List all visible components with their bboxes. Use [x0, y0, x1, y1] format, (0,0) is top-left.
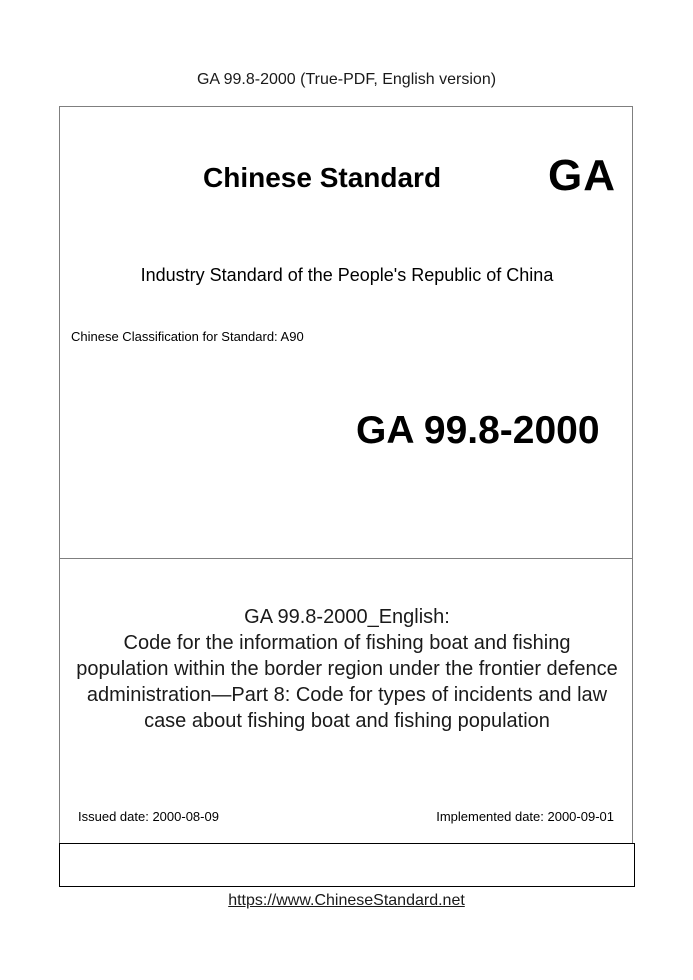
- document-title-line: GA 99.8-2000_English:: [244, 606, 450, 628]
- classification-label: Chinese Classification for Standard: A90: [71, 329, 304, 344]
- cover-subtitle: Industry Standard of the People's Republic of China: [140, 265, 554, 285]
- bottom-empty-box: [59, 843, 635, 887]
- cover-title: Chinese Standard: [203, 162, 442, 193]
- implemented-date: Implemented date: 2000-09-01: [436, 809, 614, 824]
- issued-date: Issued date: 2000-08-09: [78, 809, 219, 824]
- document-title: [60, 604, 634, 734]
- website-link[interactable]: https://www.ChineseStandard.net: [228, 892, 465, 909]
- cover-top-panel: [59, 106, 633, 559]
- document-title-line: case about fishing boat and fishing population: [144, 710, 550, 732]
- standard-code-badge: GA: [548, 151, 616, 200]
- document-title-line: Code for the information of fishing boat and fishing: [123, 632, 571, 654]
- document-title-line: population within the border region under the frontier defence: [76, 658, 618, 680]
- document-info-panel: [59, 558, 633, 844]
- page-header: GA 99.8-2000 (True-PDF, English version): [196, 71, 497, 88]
- standard-number: GA 99.8-2000: [356, 409, 600, 452]
- document-title-line: administration—Part 8: Code for types of incidents and law: [86, 684, 608, 706]
